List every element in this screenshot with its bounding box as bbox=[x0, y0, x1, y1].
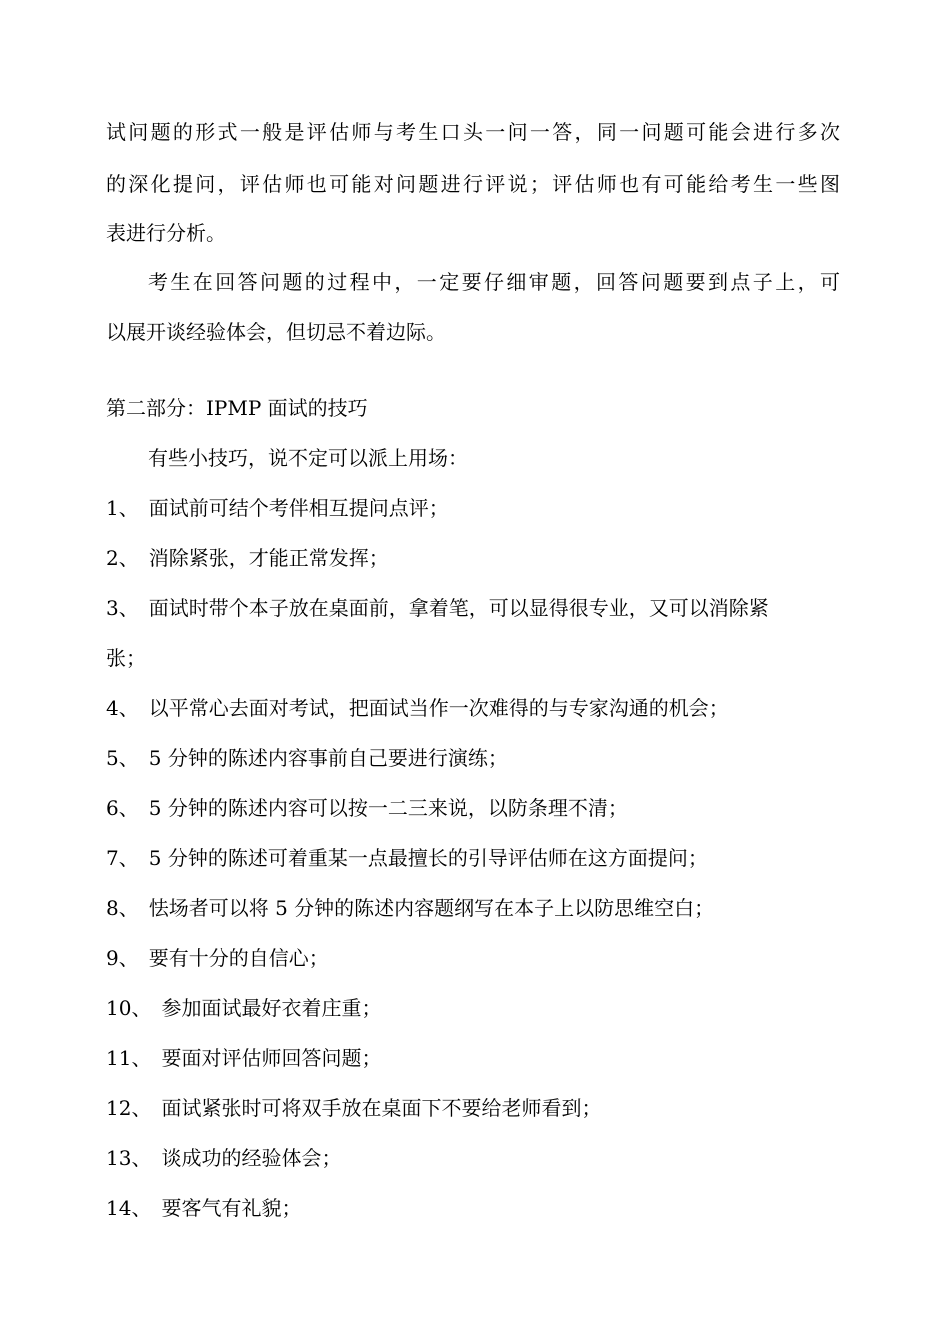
list-item bbox=[106, 1146, 341, 1170]
list-item-text: 谈成功的经验体会； bbox=[161, 1146, 342, 1170]
list-item-text: 以平常心去面对考试，把面试当作一次难得的与专家沟通的机会； bbox=[148, 696, 729, 720]
list-item bbox=[106, 1196, 301, 1220]
list-item bbox=[106, 696, 729, 720]
list-item-text: 要客气有礼貌； bbox=[161, 1196, 302, 1220]
list-item bbox=[106, 896, 714, 920]
list-item bbox=[106, 496, 449, 520]
list-item-text: 面试前可结个考伴相互提问点评； bbox=[148, 496, 449, 520]
list-item-text: 要有十分的自信心； bbox=[148, 946, 329, 970]
paragraph-line: 试问题的形式一般是评估师与考生口头一问一答，同一问题可能会进行多次 bbox=[106, 120, 840, 144]
section-heading: 第二部分：IPMP 面试的技巧 bbox=[106, 396, 368, 420]
list-item-continuation: 张； bbox=[106, 646, 146, 670]
list-item bbox=[106, 946, 329, 970]
section-lead: 有些小技巧，说不定可以派上用场： bbox=[148, 446, 468, 470]
list-item-number: 8、 bbox=[106, 896, 139, 920]
list-item-text: 面试时带个本子放在桌面前，拿着笔，可以显得很专业，又可以消除紧 bbox=[148, 596, 769, 620]
list-item-text: 5 分钟的陈述可着重某一点最擅长的引导评估师在这方面提问； bbox=[148, 846, 708, 870]
list-item-number: 3、 bbox=[106, 596, 139, 620]
list-item-number: 5、 bbox=[106, 746, 139, 770]
list-item bbox=[106, 796, 628, 820]
list-item-text: 要面对评估师回答问题； bbox=[161, 1046, 382, 1070]
list-item bbox=[106, 1046, 381, 1070]
list-item bbox=[106, 1096, 601, 1120]
list-item-number: 12、 bbox=[106, 1096, 152, 1120]
list-item bbox=[106, 546, 389, 570]
list-item-number: 6、 bbox=[106, 796, 139, 820]
list-item-number: 11、 bbox=[106, 1046, 152, 1070]
list-item-number: 9、 bbox=[106, 946, 139, 970]
list-item-number: 4、 bbox=[106, 696, 139, 720]
list-item bbox=[106, 596, 840, 620]
list-item-text: 5 分钟的陈述内容事前自己要进行演练； bbox=[148, 746, 508, 770]
list-item-number: 14、 bbox=[106, 1196, 152, 1220]
list-item bbox=[106, 746, 508, 770]
list-item-text: 参加面试最好衣着庄重； bbox=[161, 996, 382, 1020]
list-item bbox=[106, 846, 708, 870]
list-item-number: 10、 bbox=[106, 996, 152, 1020]
list-item-text: 消除紧张，才能正常发挥； bbox=[148, 546, 389, 570]
list-item-text: 怯场者可以将 5 分钟的陈述内容题纲写在本子上以防思维空白； bbox=[148, 896, 715, 920]
list-item-number: 2、 bbox=[106, 546, 139, 570]
paragraph-line: 考生在回答问题的过程中，一定要仔细审题，回答问题要到点子上，可 bbox=[148, 270, 840, 294]
list-item-text: 5 分钟的陈述内容可以按一二三来说，以防条理不清； bbox=[148, 796, 628, 820]
paragraph-line: 的深化提问，评估师也可能对问题进行评说；评估师也有可能给考生一些图 bbox=[106, 172, 840, 196]
list-item-number: 7、 bbox=[106, 846, 139, 870]
list-item-number: 1、 bbox=[106, 496, 139, 520]
paragraph-line: 表进行分析。 bbox=[106, 221, 226, 245]
list-item bbox=[106, 996, 381, 1020]
paragraph-line: 以展开谈经验体会，但切忌不着边际。 bbox=[106, 320, 446, 344]
list-item-number: 13、 bbox=[106, 1146, 152, 1170]
list-item-text: 面试紧张时可将双手放在桌面下不要给老师看到； bbox=[161, 1096, 602, 1120]
